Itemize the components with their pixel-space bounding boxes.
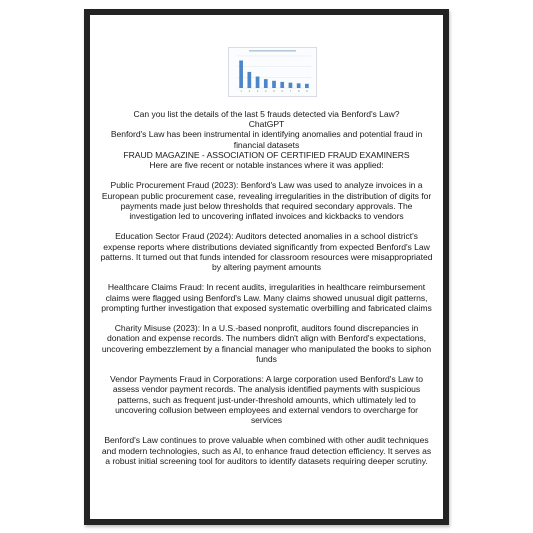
chart-tick-label: 5 <box>273 90 275 93</box>
benford-chart-thumbnail <box>228 47 317 97</box>
poster-frame <box>84 9 449 525</box>
case-healthcare: Healthcare Claims Fraud: In recent audits, irregularities in healthcare reimbursement claims were flagged using Benford's Law. Many claims showed unusual digit patterns, prompting further investigation that exposed systematic overbilling and fabricated claims <box>101 282 432 313</box>
case-education: Education Sector Fraud (2024): Auditors detected anomalies in a school district's expense reports where distributions deviated significantly from expected Benford's Law patterns. It turned out that funds intended for classroom resources were misappropriated by altering payment amounts <box>100 231 433 273</box>
source-heading: FRAUD MAGAZINE - ASSOCIATION OF CERTIFIED FRAUD EXAMINERS <box>123 149 410 160</box>
poster-text <box>100 109 433 466</box>
benford-bar-chart <box>229 48 316 96</box>
poster-mat <box>90 15 443 519</box>
chart-tick-label: 7 <box>289 90 292 93</box>
chart-bar-1 <box>239 60 243 88</box>
chart-tick-label: 6 <box>281 90 283 93</box>
chart-tick-label: 9 <box>306 90 308 93</box>
chart-tick-label: 3 <box>256 90 259 93</box>
conclusion-text: Benford's Law continues to prove valuable when combined with other audit techniques and modern technologies, such as AI, to enhance fraud detection efficiency. It serves as a robust initial screening tool for auditors to identify datasets requiring deeper scrutiny. <box>101 435 432 466</box>
chart-bar-6 <box>280 82 284 88</box>
chart-bar-4 <box>264 79 268 88</box>
case-procurement: Public Procurement Fraud (2023): Benford's Law was used to analyze invoices in a European public procurement case, revealing irregularities in the distribution of digits for payments made just below thresholds that required secondary approvals. The investigation led to uncovering inflated invoices and kickbacks to vendors <box>101 180 432 222</box>
chart-tick-label: 2 <box>248 90 251 93</box>
chart-tick-label: 8 <box>297 90 300 93</box>
lead-in-text: Here are five recent or notable instances where it was applied: <box>149 160 384 171</box>
case-charity: Charity Misuse (2023): In a U.S.-based nonprofit, auditors found discrepancies in donation and expense records. The numbers didn't align with Benford's expectations, uncovering embezzlement by a financial manager who manipulated the books to siphon funds <box>101 323 432 364</box>
question-text: Can you list the details of the last 5 frauds detected via Benford's Law? <box>133 109 400 119</box>
case-vendor-payments: Vendor Payments Fraud in Corporations: A large corporation used Benford's Law to assess vendor payment records. The analysis identified payments with suspicious patterns, such as frequent just-under-threshold amounts, which ultimately led to uncovering collusion between employees and external vendors to overcharge for services <box>110 374 423 426</box>
responder-name: ChatGPT <box>248 119 285 130</box>
chart-bar-3 <box>256 77 260 88</box>
chart-bar-5 <box>272 81 276 88</box>
chart-tick-label: 4 <box>265 90 267 93</box>
intro-text: Benford's Law has been instrumental in identifying anomalies and potential fraud in financial datasets <box>110 129 423 150</box>
chart-header-strip <box>249 50 296 52</box>
chart-bar-7 <box>289 83 293 88</box>
chart-bar-9 <box>305 84 309 88</box>
chart-tick-label: 1 <box>240 90 242 93</box>
chart-bar-2 <box>247 72 251 88</box>
chart-bar-8 <box>297 83 301 88</box>
